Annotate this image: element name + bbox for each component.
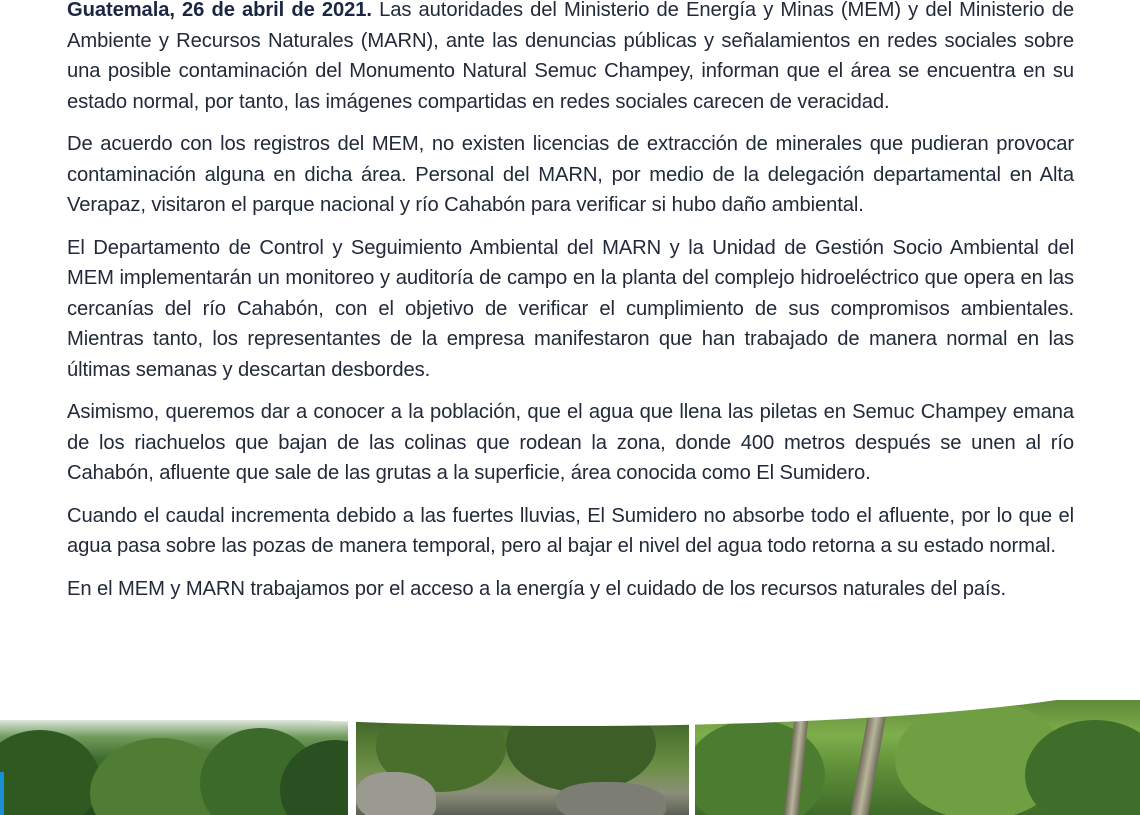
photo-strip	[0, 696, 1140, 815]
dateline: Guatemala, 26 de abril de 2021.	[67, 0, 372, 21]
paragraph-cierre: En el MEM y MARN trabajamos por el acceso a la energía y el cuidado de los recursos naturales del país.	[67, 577, 1006, 600]
paragraph-intro	[67, 0, 1074, 117]
paragraph-agua-piletas: Asimismo, queremos dar a conocer a la población, que el agua que llena las piletas en Semuc Champey emana de los riachuelos que bajan de las colinas que rodean la zona, donde 400 metros después se unen al río Cahabón, afluente que sale de las grutas a la superficie, área conocida como El Sumidero.	[67, 401, 1074, 484]
accent-tab	[0, 772, 4, 815]
paragraph-mem-registros: De acuerdo con los registros del MEM, no existen licencias de extracción de minerales que pudieran provocar contaminación alguna en dicha área. Personal del MARN, por medio de la delegación departamental en Alta Verapaz, visitaron el parque nacional y río Cahabón para verificar si hubo daño ambiental.	[67, 133, 1074, 216]
paragraph-caudal: Cuando el caudal incrementa debido a las fuertes lluvias, El Sumidero no absorbe todo el afluente, por lo que el agua pasa sobre las pozas de manera temporal, pero al bajar el nivel del agua todo retorna a su estado normal.	[67, 504, 1074, 557]
river-rocks-photo	[356, 712, 689, 815]
forest-river-photo	[0, 720, 348, 815]
paragraph-monitoreo: El Departamento de Control y Seguimiento Ambiental del MARN y la Unidad de Gestión Socio Ambiental del MEM implementarán un monitoreo y auditoría de campo en la planta del complejo hidroeléctrico que opera en las cercanías del río Cahabón, con el objetivo de verificar el cumplimiento de sus compromisos ambientales. Mientras tanto, los representantes de la empresa manifestaron que han trabajado de manera normal en las últimas semanas y descartan desbordes.	[67, 236, 1074, 381]
press-release-body	[67, 0, 1074, 616]
paragraph-intro-text: Las autoridades del Ministerio de Energía y Minas (MEM) y del Ministerio de Ambiente y Recursos Naturales (MARN), ante las denuncias públicas y señalamientos en redes sociales sobre una posible contaminación del Monumento Natural Semuc Champey, informan que el área se encuentra en su estado normal, por tanto, las imágenes compartidas en redes sociales carecen de veracidad.	[67, 0, 1074, 113]
